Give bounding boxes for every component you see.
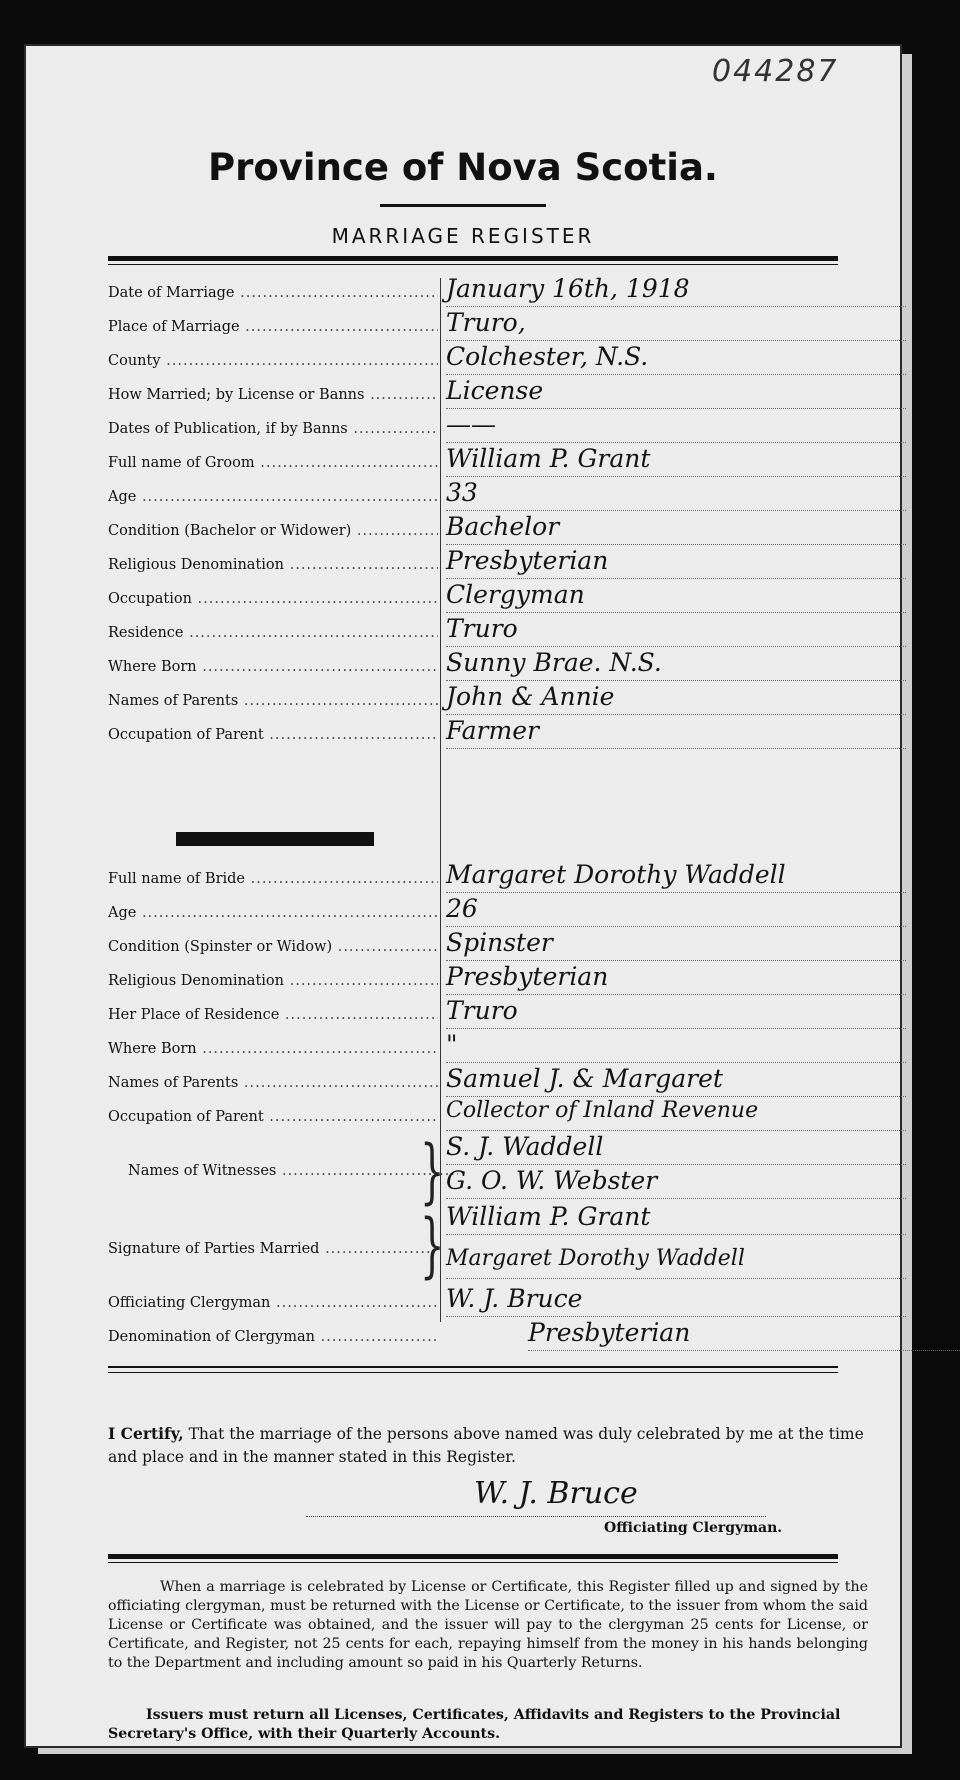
field-label: Condition (Spinster or Widow) ..... [108, 939, 438, 955]
field-label: Officiating Clergyman ..... [108, 1295, 438, 1311]
field-label: Condition (Bachelor or Widower) ..... [108, 523, 438, 539]
field-row [108, 410, 868, 444]
field-row [108, 546, 868, 580]
witnesses-label: Names of Witnesses ..... [128, 1163, 458, 1179]
field-value: Clergyman [446, 580, 906, 613]
field-row [108, 342, 868, 376]
field-value: Presbyterian [446, 546, 906, 579]
serial-number: 044287 [712, 54, 839, 89]
register-form [26, 46, 900, 1746]
field-label: How Married; by License or Banns ..... [108, 387, 438, 403]
field-label: Religious Denomination ..... [108, 557, 438, 573]
field-row [108, 308, 868, 342]
page-title: Province of Nova Scotia. [208, 146, 718, 189]
field-value: Truro [446, 614, 906, 647]
field-value: License [446, 376, 906, 409]
field-label: Age ..... [108, 489, 438, 505]
field-row [108, 716, 868, 750]
field-label: Names of Parents ..... [108, 1075, 438, 1091]
field-label: Dates of Publication, if by Banns ..... [108, 421, 438, 437]
field-value: Truro, [446, 308, 906, 341]
field-value: Presbyterian [446, 962, 906, 995]
field-row [108, 962, 868, 996]
field-row [108, 996, 868, 1030]
field-value: " [446, 1030, 906, 1063]
field-row [108, 274, 868, 308]
field-label: Religious Denomination ..... [108, 973, 438, 989]
field-value: 26 [446, 894, 906, 927]
header-rule-thin [108, 264, 838, 265]
field-label: Denomination of Clergyman ..... [108, 1329, 438, 1345]
field-value: Margaret Dorothy Waddell [446, 860, 906, 893]
title-rule [380, 204, 546, 207]
field-row [108, 1318, 868, 1352]
notice-rule-thin [108, 1562, 838, 1563]
clergy-signature: W. J. Bruce [474, 1476, 638, 1511]
field-row [108, 1064, 868, 1098]
field-value: —— [446, 410, 906, 443]
field-label: Full name of Bride ..... [108, 871, 438, 887]
field-value: Colchester, N.S. [446, 342, 906, 375]
field-value: William P. Grant [446, 444, 906, 477]
party-2-signature: Margaret Dorothy Waddell [446, 1246, 906, 1279]
field-row [108, 1030, 868, 1064]
field-label: Place of Marriage ..... [108, 319, 438, 335]
witness-2-value: G. O. W. Webster [446, 1166, 906, 1199]
section-divider-bar [176, 832, 374, 846]
field-label: Names of Parents ..... [108, 693, 438, 709]
certify-statement [108, 1422, 868, 1469]
field-row [108, 376, 868, 410]
field-value: Collector of Inland Revenue [446, 1098, 906, 1131]
field-label: Occupation of Parent ..... [108, 727, 438, 743]
field-value: W. J. Bruce [446, 1284, 906, 1317]
party-1-signature: William P. Grant [446, 1202, 906, 1235]
field-value: Samuel J. & Margaret [446, 1064, 906, 1097]
certify-lead: I Certify, [108, 1424, 184, 1443]
field-label: Date of Marriage ..... [108, 285, 438, 301]
field-row [108, 860, 868, 894]
field-row [108, 1098, 868, 1132]
field-value: Farmer [446, 716, 906, 749]
field-row [108, 512, 868, 546]
witness-value-row [108, 1166, 868, 1204]
field-label: Where Born ..... [108, 1041, 438, 1057]
field-value: Spinster [446, 928, 906, 961]
field-row [108, 682, 868, 716]
parties-label: Signature of Parties Married ..... [108, 1241, 438, 1257]
return-instructions: When a marriage is celebrated by License or Certificate, this Register filled up and signed by the officiating clergyman, must be returned with the License or Certificate, to the issuer from whom the said License or Certificate was obtained, and the issuer will pay to the clergyman 25 cents for License, or Certificate, and Register, not 25 cents for each, repaying himself from the money in his hands belonging to the Department and including amount so paid in his Quarterly Returns. [108, 1579, 868, 1671]
field-label: Age ..... [108, 905, 438, 921]
field-label: Residence ..... [108, 625, 438, 641]
field-value: Presbyterian [528, 1318, 960, 1351]
field-row [108, 928, 868, 962]
notice-rule-thick [108, 1554, 838, 1559]
parties-brace: } [420, 1204, 445, 1286]
certify-rule-top [108, 1366, 838, 1368]
field-value: Truro [446, 996, 906, 1029]
field-row [108, 1284, 868, 1318]
field-value: January 16th, 1918 [446, 274, 906, 307]
witness-brace: } [420, 1130, 445, 1212]
field-row [108, 478, 868, 512]
field-value: 33 [446, 478, 906, 511]
form-subtitle: MARRIAGE REGISTER [331, 224, 595, 248]
field-label: Occupation of Parent ..... [108, 1109, 438, 1125]
field-row [108, 894, 868, 928]
field-value: Sunny Brae. N.S. [446, 648, 906, 681]
field-value: Bachelor [446, 512, 906, 545]
witness-1-value: S. J. Waddell [446, 1132, 906, 1165]
field-row [108, 580, 868, 614]
header-rule-thick [108, 256, 838, 261]
field-label: Full name of Groom ..... [108, 455, 438, 471]
field-value: John & Annie [446, 682, 906, 715]
issuer-instructions: Issuers must return all Licenses, Certificates, Affidavits and Registers to the Provincial Secretary's Office, with their Quarterly Accounts. [108, 1707, 841, 1742]
field-label: Her Place of Residence ..... [108, 1007, 438, 1023]
field-label: Where Born ..... [108, 659, 438, 675]
certify-text: That the marriage of the persons above named was duly celebrated by me at the time and place and in the manner stated in this Register. [108, 1425, 864, 1466]
field-row [108, 444, 868, 478]
field-label: Occupation ..... [108, 591, 438, 607]
field-label: County ..... [108, 353, 438, 369]
field-row [108, 648, 868, 682]
clergy-signature-caption: Officiating Clergyman. [604, 1520, 783, 1536]
certify-rule-top-2 [108, 1372, 838, 1373]
field-row [108, 614, 868, 648]
